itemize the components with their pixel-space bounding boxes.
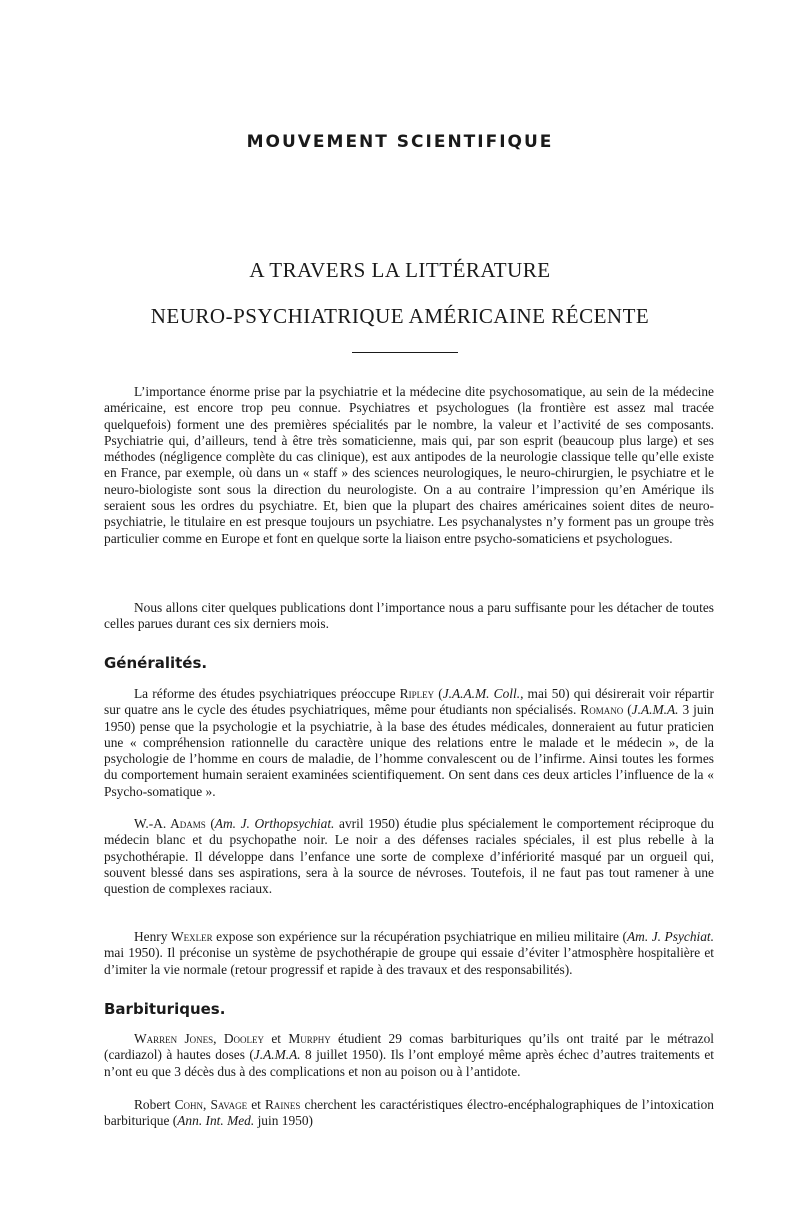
author-name: Romano xyxy=(580,702,624,718)
author-name: Raines xyxy=(264,1097,301,1112)
journal-name: J.A.M.A. xyxy=(253,1047,301,1063)
title-divider xyxy=(352,352,458,353)
generalites-paragraph-1: La réforme des études psychiatriques préoccupe Ripley (J.A.A.M. Coll., mai 50) qui désirerait voir répartir sur quatre ans le cycle des études psychiatriques, même pour étudiants non spécialisés. Romano (J.A.M.A. 3 juin 1950) pense que la psychologie et la psychiatrie, à la base des études médicales, donneraient au futur praticien une « compréhension rationnelle du caractère unique des relations entre le malade et le médecin », de la psychologie de l’homme en cours de maladie, de l’homme convalescent ou de l’infirme. Ainsi toutes les formes du comportement humain seraient examinées scientifiquement. On sent dans ces deux articles l’influence de la « Psycho-somatique ». xyxy=(104,686,714,799)
section-header: MOUVEMENT SCIENTIFIQUE xyxy=(246,132,554,152)
author-name: Savage xyxy=(210,1097,248,1112)
author-name: W.-A. Adams xyxy=(134,816,206,831)
journal-name: J.A.A.M. Coll. xyxy=(442,686,521,701)
author-name: Warren Jones xyxy=(134,1031,214,1046)
journal-name: J.A.M.A. xyxy=(631,702,679,718)
author-name: Dooley xyxy=(223,1031,265,1046)
article-title-line-1: A TRAVERS LA LITTÉRATURE xyxy=(249,258,551,282)
article-title-line-2: NEURO-PSYCHIATRIQUE AMÉRICAINE RÉCENTE xyxy=(150,304,650,328)
barbituriques-paragraph-2: Robert Cohn, Savage et Raines cherchent les caractéristiques électro-encéphalographiques de l’intoxication barbiturique (Ann. Int. Med. juin 1950) xyxy=(104,1097,714,1129)
author-name: Cohn xyxy=(174,1097,203,1112)
journal-name: Am. J. Orthopsychiat. xyxy=(214,816,335,831)
author-name: Ripley xyxy=(399,686,435,701)
heading-generalites: Généralités. xyxy=(104,654,208,672)
journal-name: Ann. Int. Med. xyxy=(177,1113,255,1129)
author-name: Murphy xyxy=(288,1031,331,1046)
heading-barbituriques: Barbituriques. xyxy=(104,1000,226,1018)
intro-paragraph-2: Nous allons citer quelques publications dont l’importance nous a paru suffisante pour les détacher de toutes celles parues durant ces six derniers mois. xyxy=(104,600,714,632)
author-name: Wexler xyxy=(171,929,213,944)
barbituriques-paragraph-1: Warren Jones, Dooley et Murphy étudient 29 comas barbituriques qu’ils ont traité par le métrazol (cardiazol) à hautes doses (J.A.M.A. 8 juillet 1950). Ils l’ont employé même après échec d’autres traitements et n’ont eu que 3 décès dus à des complications et non au poison ou à l’antidote. xyxy=(104,1031,714,1079)
journal-name: Am. J. Psychiat. xyxy=(627,929,715,944)
generalites-paragraph-3: Henry Wexler expose son expérience sur la récupération psychiatrique en milieu militaire (Am. J. Psychiat. mai 1950). Il préconise un système de psychothérapie de groupe qui essaie d’éviter l’atmosphère hospitalière et d’imiter la vie normale (retour progressif et rapide à des travaux et des responsabilités). xyxy=(104,929,715,977)
generalites-paragraph-2: W.-A. Adams (Am. J. Orthopsychiat. avril 1950) étudie plus spécialement le comportement réciproque du médecin blanc et du psychopathe noir. Le noir a des défenses raciales spéciales, il est plus rebelle à la psychothérapie. Il développe dans l’enfance une sorte de complexe d’infériorité masqué par un orgueil qui, souvent blessé dans ses aspirations, sera à la source de névroses. Toutefois, il ne faut pas tout ramener à une question de complexes raciaux. xyxy=(104,816,714,897)
intro-paragraph-1: L’importance énorme prise par la psychiatrie et la médecine dite psychosomatique, au sein de la médecine américaine, est encore trop peu connue. Psychiatres et psychologues (la frontière est assez mal tracée quelquefois) forment une des premières spécialités par le nombre, la valeur et l’activité de ses composants. Psychiatrie qui, d’ailleurs, tend à être très somaticienne, mais qui, par son esprit (beaucoup plus large) et ses méthodes (négligence complète du cas clinique), est aux antipodes de la neurologie classique telle qu’elle existe en France, par exemple, où dans un « staff » des sciences neurologiques, le neuro-chirurgien, le psychiatre et le neuro-biologiste sont sous la direction du neurologiste. On a au contraire l’impression qu’en Amérique ils seraient sous les ordres du psychiatre. Et, bien que la plupart des chaires américaines soient dites de neuro-psychiatrie, le titulaire en est presque toujours un psychiatre. Les psychanalystes n’y forment pas un groupe très particulier comme en Europe et font en quelque sorte la liaison entre psycho-somaticiens et psychologues. xyxy=(104,384,714,546)
